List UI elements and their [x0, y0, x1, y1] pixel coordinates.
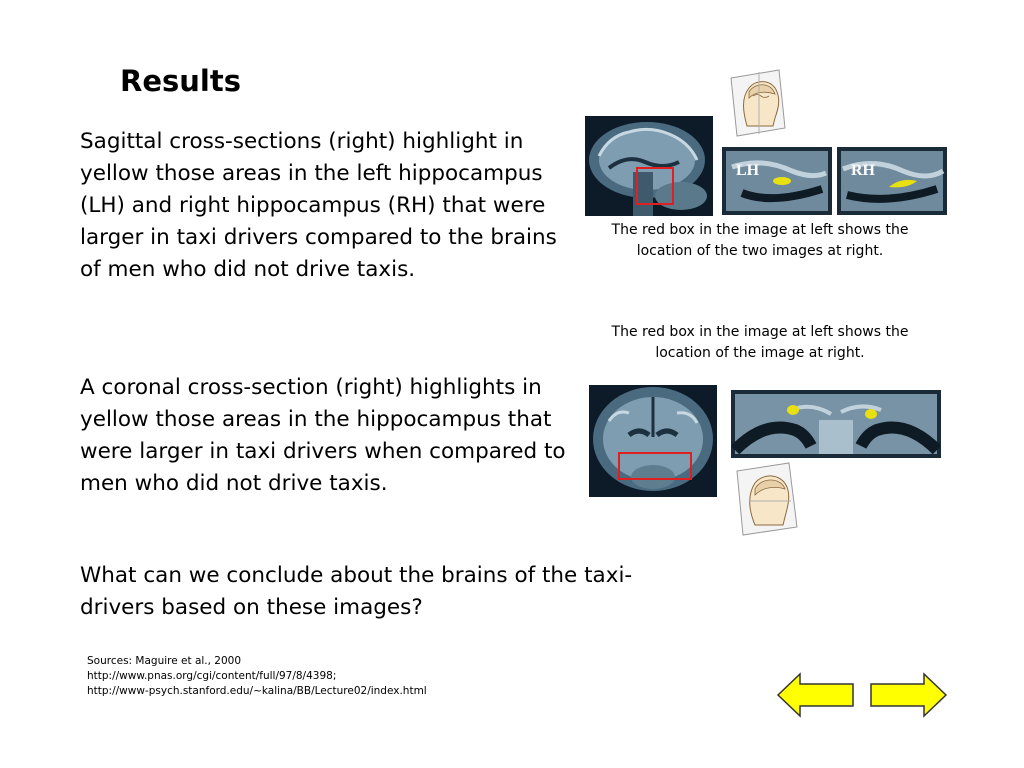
right-arrow-icon: [871, 674, 946, 716]
conclusion-question: What can we conclude about the brains of the taxi-drivers based on these images?: [80, 563, 633, 620]
sagittal-head-orientation-image: [729, 68, 787, 138]
lh-label: LH: [736, 162, 760, 179]
previous-slide-button[interactable]: [776, 672, 856, 718]
sagittal-brain-slice-image: [585, 116, 713, 216]
sources-url-pnas: http://www.pnas.org/cgi/content/full/97/8/4398;: [87, 670, 337, 682]
coronal-caption: The red box in the image at left shows the location of the image at right.: [611, 324, 909, 361]
rh-label: RH: [851, 162, 875, 179]
next-slide-button[interactable]: [868, 672, 948, 718]
right-hippocampus-slice-image: [837, 147, 947, 215]
coronal-paragraph: A coronal cross-section (right) highlights in yellow those areas in the hippocampus that were larger in taxi drivers when compared to men who did not drive taxis.: [80, 375, 566, 496]
sagittal-caption: The red box in the image at left shows the location of the two images at right.: [611, 222, 909, 259]
left-hippocampus-slice-image: [722, 147, 832, 215]
sagittal-paragraph: Sagittal cross-sections (right) highlight in yellow those areas in the left hippocampus (LH) and right hippocampus (RH) that were larger in taxi drivers compared to the brains of men who did not drive taxis.: [80, 129, 557, 282]
slide-title: Results: [120, 64, 241, 98]
sources-block: [87, 654, 427, 699]
coronal-hippocampus-slice-image: [731, 390, 941, 458]
left-arrow-icon: [778, 674, 853, 716]
coronal-brain-slice-image: [589, 385, 717, 497]
sources-citation: Sources: Maguire et al., 2000: [87, 655, 242, 667]
sources-url-stanford: http://www-psych.stanford.edu/~kalina/BB/Lecture02/index.html: [87, 685, 427, 697]
coronal-head-orientation-image: [735, 461, 801, 537]
